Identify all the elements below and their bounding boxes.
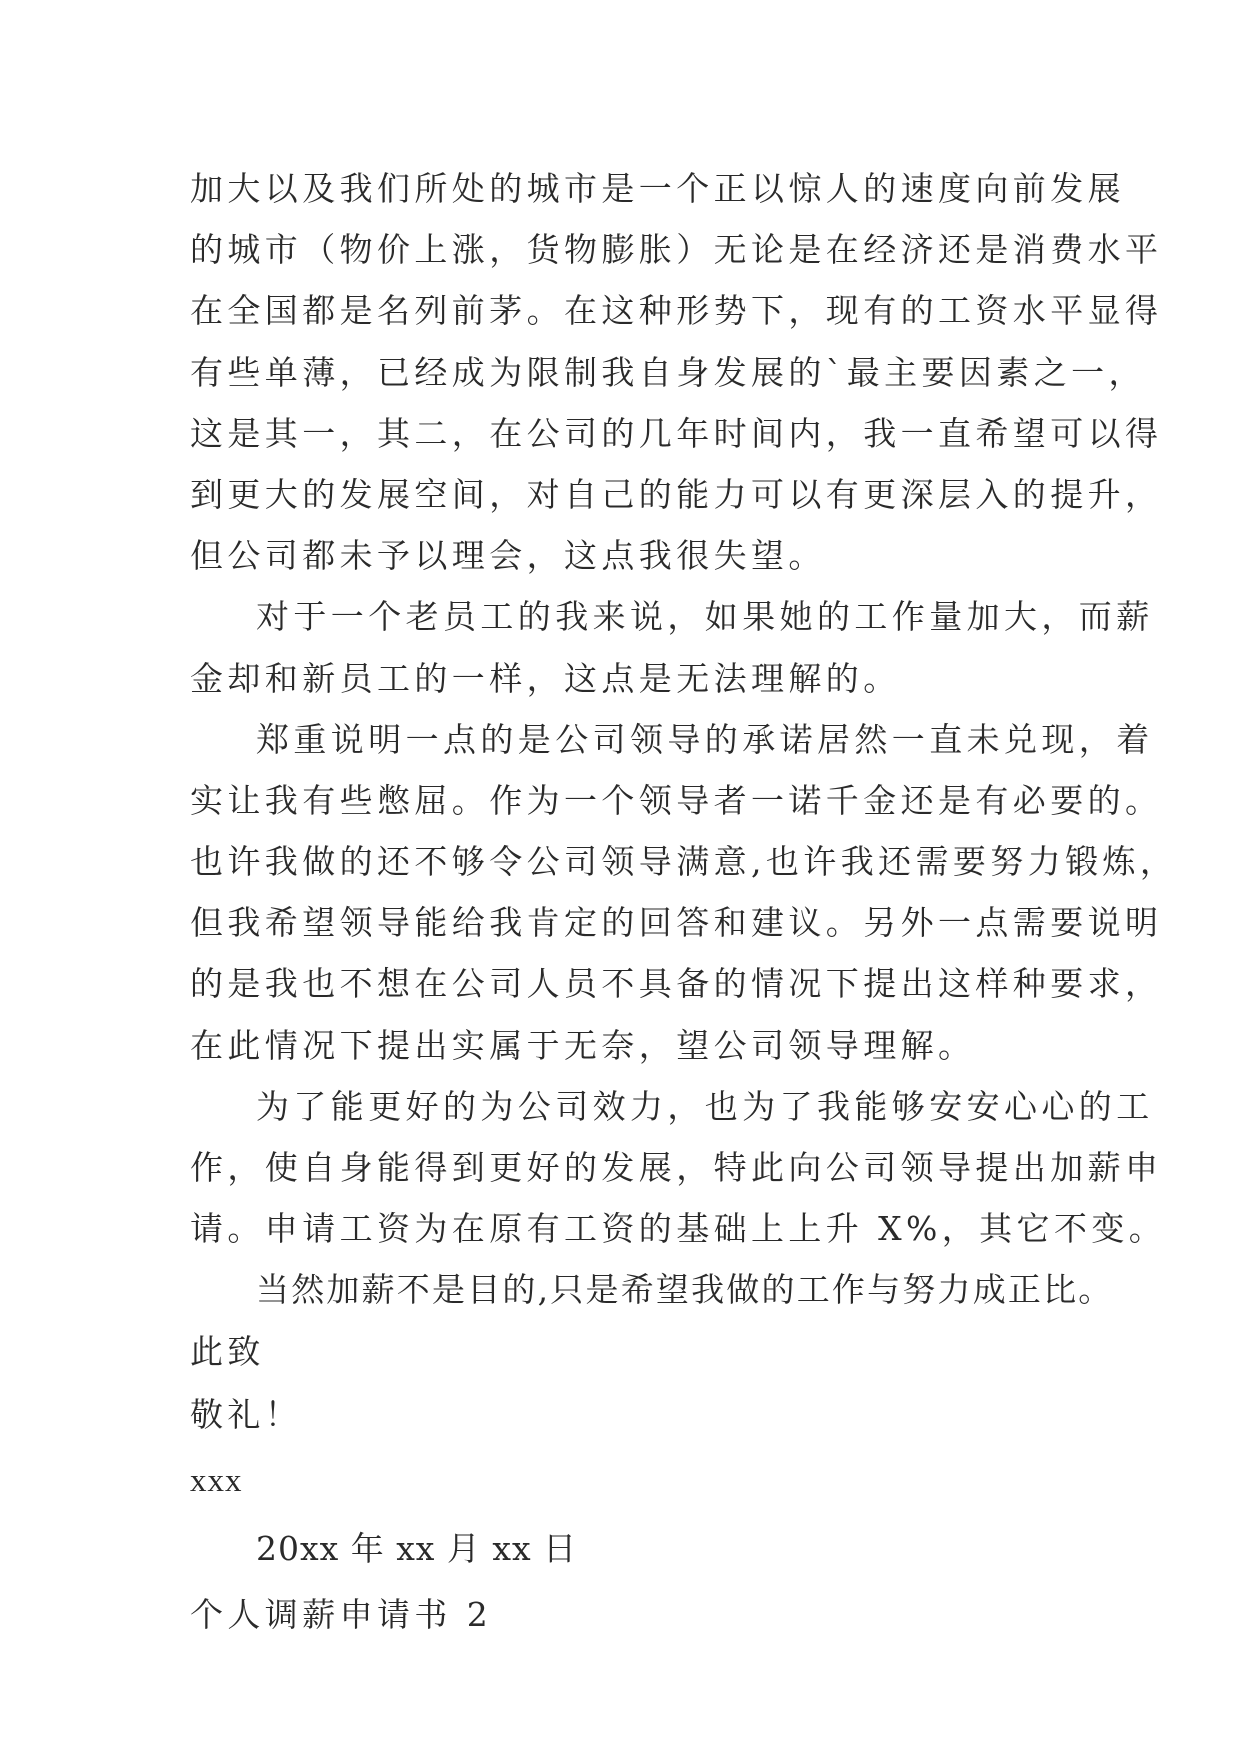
text-line: 的城市（物价上涨，货物膨胀）无论是在经济还是消费水平 [190, 230, 1163, 270]
text-line: 但公司都未予以理会，这点我很失望。 [190, 536, 826, 576]
text-line: 作，使自身能得到更好的发展，特此向公司领导提出加薪申 [190, 1148, 1163, 1187]
text-line: 请。申请工资为在原有工资的基础上上升 X%，其它不变。 [190, 1209, 1167, 1249]
document-page [190, 158, 1178, 1645]
paragraph-1 [190, 158, 1163, 586]
text-line: 郑重说明一点的是公司领导的承诺居然一直未兑现，着 [256, 719, 1154, 759]
salutation-line: 此致 [190, 1331, 265, 1371]
text-line: 也许我做的还不够令公司领导满意,也许我还需要努力锻炼， [190, 842, 1178, 882]
paragraph-5 [190, 1259, 1114, 1320]
text-line: 在全国都是名列前茅。在这种形势下，现有的工资水平显得 [190, 291, 1163, 331]
paragraph-4 [190, 1076, 1167, 1260]
text-line: 实让我有些憋屈。作为一个领导者一诺千金还是有必要的。 [190, 780, 1163, 820]
text-line: 的是我也不想在公司人员不具备的情况下提出这样种要求， [190, 964, 1163, 1004]
salutation-line: 敬礼！ [190, 1394, 303, 1434]
text-line: 在此情况下提出实属于无奈，望公司领导理解。 [190, 1025, 976, 1065]
paragraph-3 [190, 709, 1178, 1076]
text-line: 为了能更好的为公司效力，也为了我能够安安心心的工 [256, 1086, 1154, 1126]
text-line: 对于一个老员工的我来说，如果她的工作量加大，而薪 [256, 597, 1154, 637]
text-line: 有些单薄，已经成为限制我自身发展的`最主要因素之一， [190, 352, 1146, 392]
closing-block [190, 1321, 1050, 1584]
text-line: 这是其一，其二，在公司的几年时间内，我一直希望可以得 [190, 413, 1163, 453]
text-line: 到更大的发展空间，对自己的能力可以有更深层入的提升， [190, 474, 1163, 514]
section-title: 个人调薪申请书 2 [190, 1594, 493, 1634]
signature: xxx [190, 1462, 243, 1499]
text-line: 加大以及我们所处的城市是一个正以惊人的速度向前发展 [190, 169, 1125, 208]
date-line: 20xx 年 xx 月 xx 日 [256, 1528, 578, 1568]
text-line: 当然加薪不是目的,只是希望我做的工作与努力成正比。 [256, 1270, 1114, 1310]
text-line: 金却和新员工的一样，这点是无法理解的。 [190, 658, 901, 698]
text-line: 但我希望领导能给我肯定的回答和建议。另外一点需要说明 [190, 903, 1163, 943]
paragraph-2 [190, 586, 1154, 708]
